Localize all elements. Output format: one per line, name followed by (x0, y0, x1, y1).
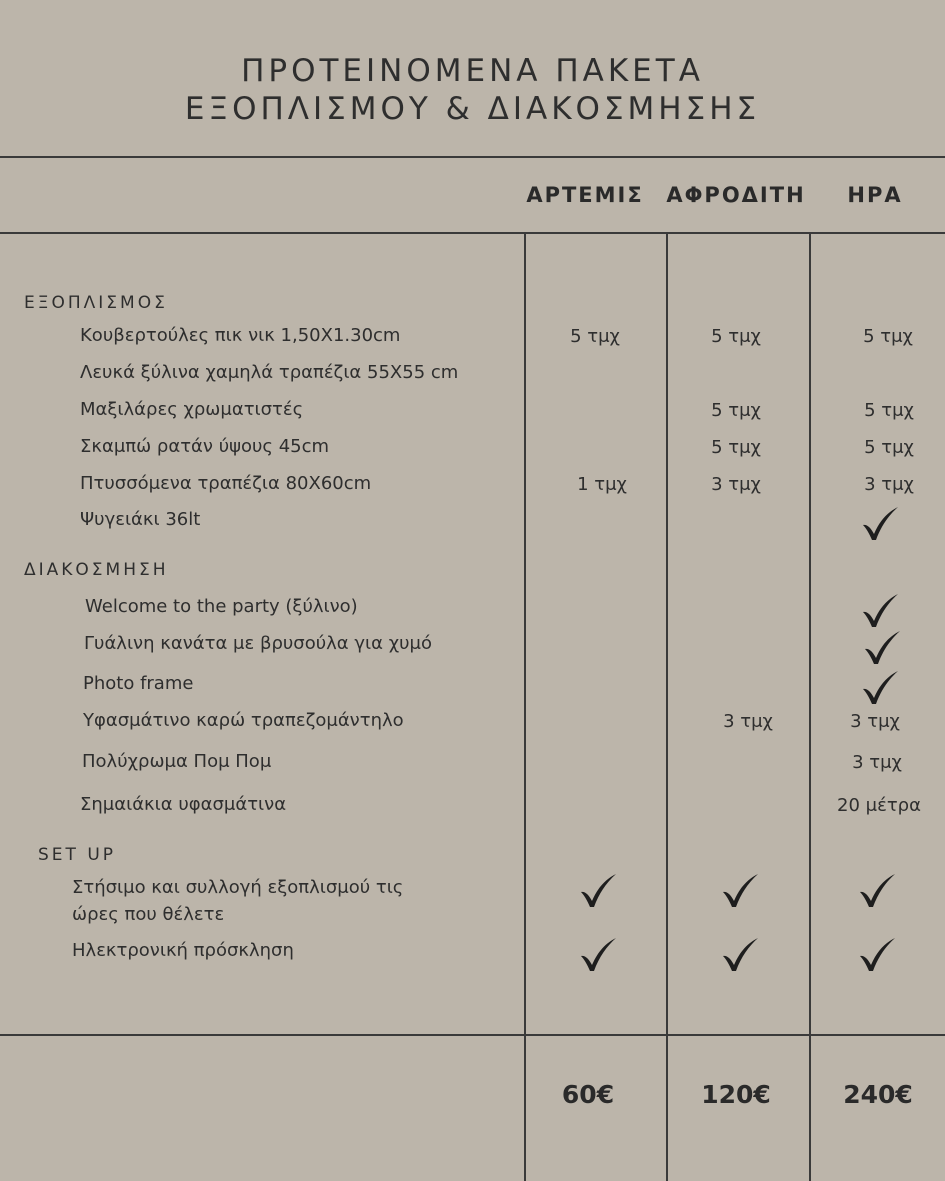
item-label: Κουβερτούλες πικ νικ 1,50X1.30cm (80, 325, 401, 346)
section-decoration: ΔΙΑΚΟΣΜΗΣΗ (24, 560, 169, 580)
section-equipment: ΕΞΟΠΛΙΣΜΟΣ (24, 293, 168, 313)
item-label-line-1: Στήσιμο και συλλογή εξοπλισμού τις (72, 877, 404, 898)
cell-ira: 3 τμχ (852, 752, 902, 773)
price-ira: 240€ (843, 1080, 913, 1109)
divider-prices (0, 1034, 945, 1036)
check-icon (578, 937, 618, 973)
item-label: Πολύχρωμα Πομ Πομ (82, 751, 272, 772)
title-line-2: ΕΞΟΠΛΙΣΜΟΥ & ΔΙΑΚΟΣΜΗΣΗΣ (184, 91, 761, 127)
section-setup: SET UP (38, 845, 117, 865)
item-label: Welcome to the party (ξύλινο) (85, 596, 358, 617)
item-label-line-2: ώρες που θέλετε (72, 904, 225, 925)
cell-ira: 20 μέτρα (837, 795, 921, 816)
cell-afroditi: 3 τμχ (723, 711, 773, 732)
item-label: Ηλεκτρονική πρόσκληση (72, 940, 294, 961)
check-icon (857, 873, 897, 909)
title-line-1: ΠΡΟΤΕΙΝΟΜΕΝΑ ΠΑΚΕΤΑ (241, 53, 704, 89)
item-label: Υφασμάτινο καρώ τραπεζομάντηλο (83, 710, 404, 731)
column-divider-1 (524, 233, 526, 1181)
cell-ira: 5 τμχ (863, 326, 913, 347)
cell-artemis: 5 τμχ (570, 326, 620, 347)
item-label: Ψυγειάκι 36lt (80, 509, 201, 530)
cell-afroditi: 5 τμχ (711, 400, 761, 421)
cell-ira: 5 τμχ (864, 400, 914, 421)
item-label: Πτυσσόμενα τραπέζια 80X60cm (80, 473, 372, 494)
check-icon (860, 506, 900, 542)
column-header-afroditi: ΑΦΡΟΔΙΤΗ (666, 183, 806, 207)
divider-header (0, 232, 945, 234)
column-header-ira: ΗΡΑ (847, 183, 903, 207)
item-label: Λευκά ξύλινα χαμηλά τραπέζια 55X55 cm (80, 362, 459, 383)
item-label: Σημαιάκια υφασμάτινα (80, 794, 287, 815)
cell-afroditi: 3 τμχ (711, 474, 761, 495)
cell-ira: 3 τμχ (864, 474, 914, 495)
check-icon (860, 670, 900, 706)
column-divider-2 (666, 233, 668, 1181)
price-artemis: 60€ (561, 1080, 615, 1109)
column-divider-3 (809, 233, 811, 1181)
item-label (72, 874, 403, 928)
column-header-artemis: ΑΡΤΕΜΙΣ (526, 183, 644, 207)
item-label: Γυάλινη κανάτα με βρυσούλα για χυμό (84, 633, 432, 654)
check-icon (720, 937, 760, 973)
cell-afroditi: 5 τμχ (711, 437, 761, 458)
price-afroditi: 120€ (701, 1080, 771, 1109)
cell-afroditi: 5 τμχ (711, 326, 761, 347)
cell-ira: 5 τμχ (864, 437, 914, 458)
check-icon (860, 593, 900, 629)
divider-top (0, 156, 945, 158)
item-label: Photo frame (83, 673, 194, 694)
check-icon (578, 873, 618, 909)
cell-artemis: 1 τμχ (577, 474, 627, 495)
check-icon (720, 873, 760, 909)
page-title (0, 52, 945, 128)
cell-ira: 3 τμχ (850, 711, 900, 732)
check-icon (862, 630, 902, 666)
check-icon (857, 937, 897, 973)
item-label: Μαξιλάρες χρωματιστές (80, 399, 304, 420)
item-label: Σκαμπώ ρατάν ύψους 45cm (80, 436, 330, 457)
